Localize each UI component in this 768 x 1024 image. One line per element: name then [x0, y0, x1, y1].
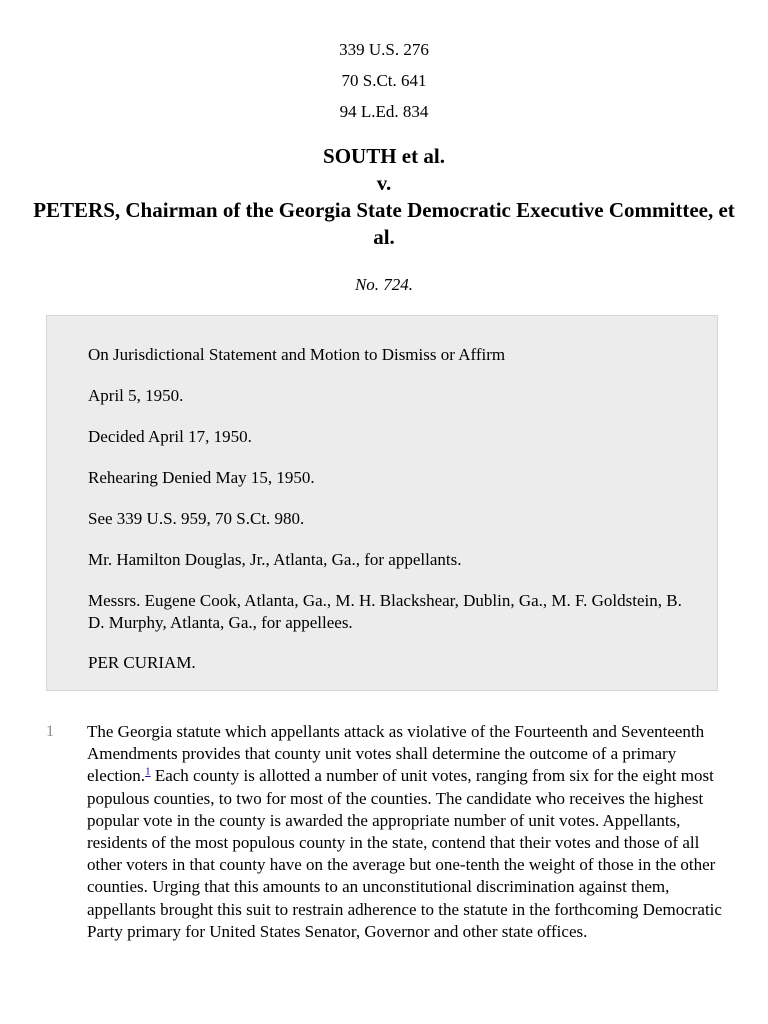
- docket-number: No. 724.: [354, 275, 414, 294]
- opinion-paragraph: [87, 721, 727, 943]
- paragraph-text-before: The Georgia statute which appellants attack as violative of the Fourteenth and Seventeenth Amendments provides that county unit votes shall determine the outcome of a primary election.: [87, 722, 705, 786]
- jurisdiction-statement: On Jurisdictional Statement and Motion to Dismiss or Affirm: [88, 345, 506, 364]
- per-curiam: PER CURIAM.: [88, 653, 196, 672]
- rehearing-denied-date: Rehearing Denied May 15, 1950.: [88, 468, 315, 487]
- argued-date: April 5, 1950.: [88, 386, 184, 405]
- decided-date: Decided April 17, 1950.: [88, 427, 252, 446]
- citations: [0, 34, 768, 127]
- paragraph-number: 1: [46, 723, 54, 740]
- counsel-appellants: Mr. Hamilton Douglas, Jr., Atlanta, Ga., for appellants.: [88, 550, 462, 569]
- case-title-appellees: PETERS, Chairman of the Georgia State Democratic Executive Committee, et al.: [33, 198, 735, 249]
- see-also-citation: See 339 U.S. 959, 70 S.Ct. 980.: [88, 509, 305, 528]
- footnote-link[interactable]: 1: [145, 765, 151, 778]
- case-title-versus: v.: [376, 171, 392, 195]
- case-title: [20, 143, 748, 251]
- paragraph-text-after: Each county is allotted a number of unit votes, ranging from six for the eight most populous counties, to two for most of the counties. The candidate who receives the highest popular vote in the county is awarded the appropriate number of unit votes. Appellants, residents of the most populous county in the state, contend that their votes and those of all other voters in that county have on the average but one-tenth the weight of those in the other counties. Urging that this amounts to an unconstitutional discrimination against them, appellants brought this suit to restrain adherence to the statute in the forthcoming Democratic Party primary for United States Senator, Governor and other state offices.: [87, 766, 722, 941]
- citation-lawyers-edition: 94 L.Ed. 834: [339, 102, 429, 121]
- citation-supreme-court-reporter: 70 S.Ct. 641: [341, 71, 427, 90]
- case-info-box: [46, 315, 718, 691]
- case-title-appellants: SOUTH et al.: [323, 144, 445, 168]
- counsel-appellees: Messrs. Eugene Cook, Atlanta, Ga., M. H. Blackshear, Dublin, Ga., M. F. Goldstein, B. D. Murphy, Atlanta, Ga., for appellees.: [88, 591, 682, 632]
- citation-us-reports: 339 U.S. 276: [339, 40, 429, 59]
